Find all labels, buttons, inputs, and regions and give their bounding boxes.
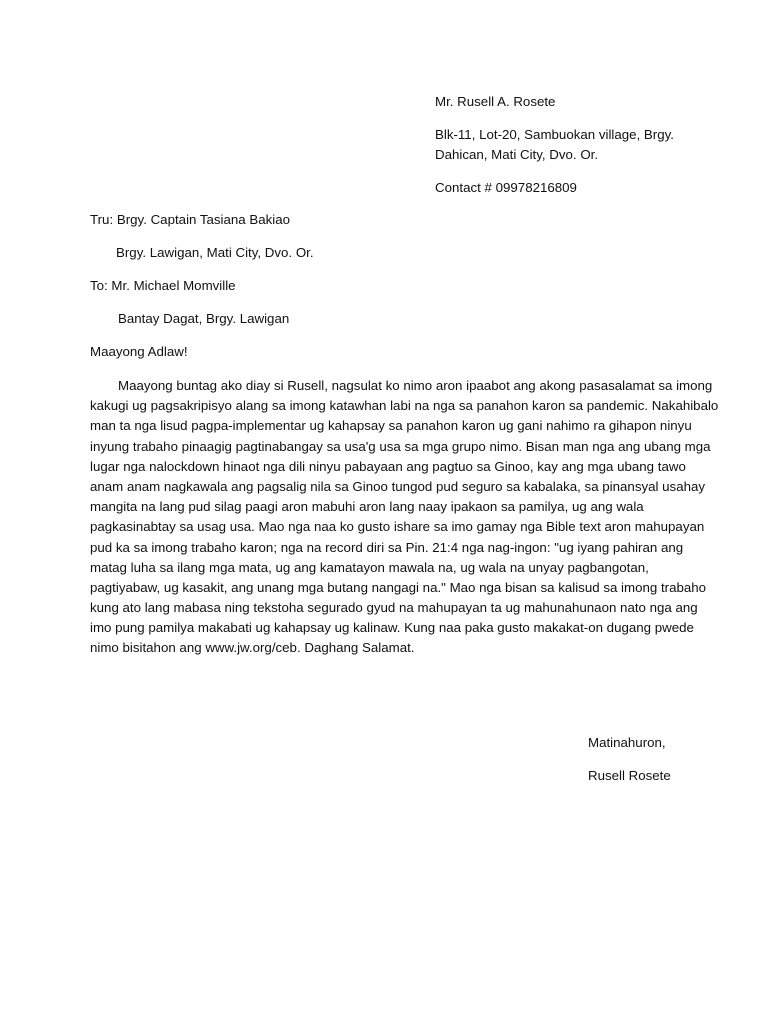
body-line: kung ato lang mabasa ning tekstoha segurado gyud na mahupayan ta ug mahunahunaon nato nga ang [90,600,698,616]
body-line: imo pung pamilya makabati ug kahapsay ug kalinaw. Kung naa paka gusto makakat-on dugang pwede [90,620,694,636]
sender-contact: Contact # 09978216809 [435,180,577,195]
sender-address-line-2: Dahican, Mati City, Dvo. Or. [435,147,599,162]
body-line: pud ka sa imong trabaho karon; nga na record diri sa Pin. 21:4 nga nag-ingon: "ug iyang pahiran ang [90,539,684,555]
body-line: pagtiyabaw, ug kasakit, ang unang mga butang nangagi na." Mao nga bisan sa kalisud sa imong trabaho [90,579,707,595]
letter-body [90,376,719,659]
greeting: Maayong Adlaw! [90,344,188,359]
body-line: mangita na lang pud silag paagi aron mabuhi aron lang naay ipakaon sa pamilya, ug ang wala [90,499,644,515]
valediction: Matinahuron, [588,735,666,750]
through-line-2: Brgy. Lawigan, Mati City, Dvo. Or. [116,245,314,260]
recipient-line-1: To: Mr. Michael Momville [90,278,236,293]
signature-name: Rusell Rosete [588,768,671,783]
sender-address-line-1: Blk-11, Lot-20, Sambuokan village, Brgy. [435,127,674,142]
body-line: inyung trabaho pinaagig pagtinabangay sa usa'g usa sa mga grupo nimo. Bisan man nga ang ubang mga [90,438,711,454]
body-line: matag luha sa ilang mga mata, ug ang kamatayon mawala na, ug wala na unyay pagbangotan, [90,559,649,575]
through-line-1: Tru: Brgy. Captain Tasiana Bakiao [90,212,291,227]
body-line: Maayong buntag ako diay si Rusell, nagsulat ko nimo aron ipaabot ang akong pasasalamat sa imong [118,378,713,393]
sender-name: Mr. Rusell A. Rosete [435,94,556,109]
body-line: man ta nga lisud pagpa-implementar ug kahapsay sa panahon karon ug gani nahimo ra gihapon ninyu [90,418,692,434]
body-line: pagkasinabtay sa usag usa. Mao nga naa ko gusto ishare sa imo gamay nga Bible text aron mahupayan [90,519,705,535]
body-line: kakugi ug pagsakripisyo alang sa imong katawhan labi na nga sa panahon karon sa pandemic. Nakahibalo [90,398,719,414]
body-line: nimo bisitahon ang www.jw.org/ceb. Daghang Salamat. [90,640,415,656]
body-line: anam anam nagkawala ang pagsalig nila sa Ginoo tungod pud seguro sa kabalaka, sa pinansyal usahay [90,478,706,494]
recipient-line-2: Bantay Dagat, Brgy. Lawigan [118,311,290,326]
body-line: lugar nga nalockdown hinaot nga dili ninyu pabayaan ang pagtuo sa Ginoo, kay ang mga ubang tawo [90,458,686,474]
